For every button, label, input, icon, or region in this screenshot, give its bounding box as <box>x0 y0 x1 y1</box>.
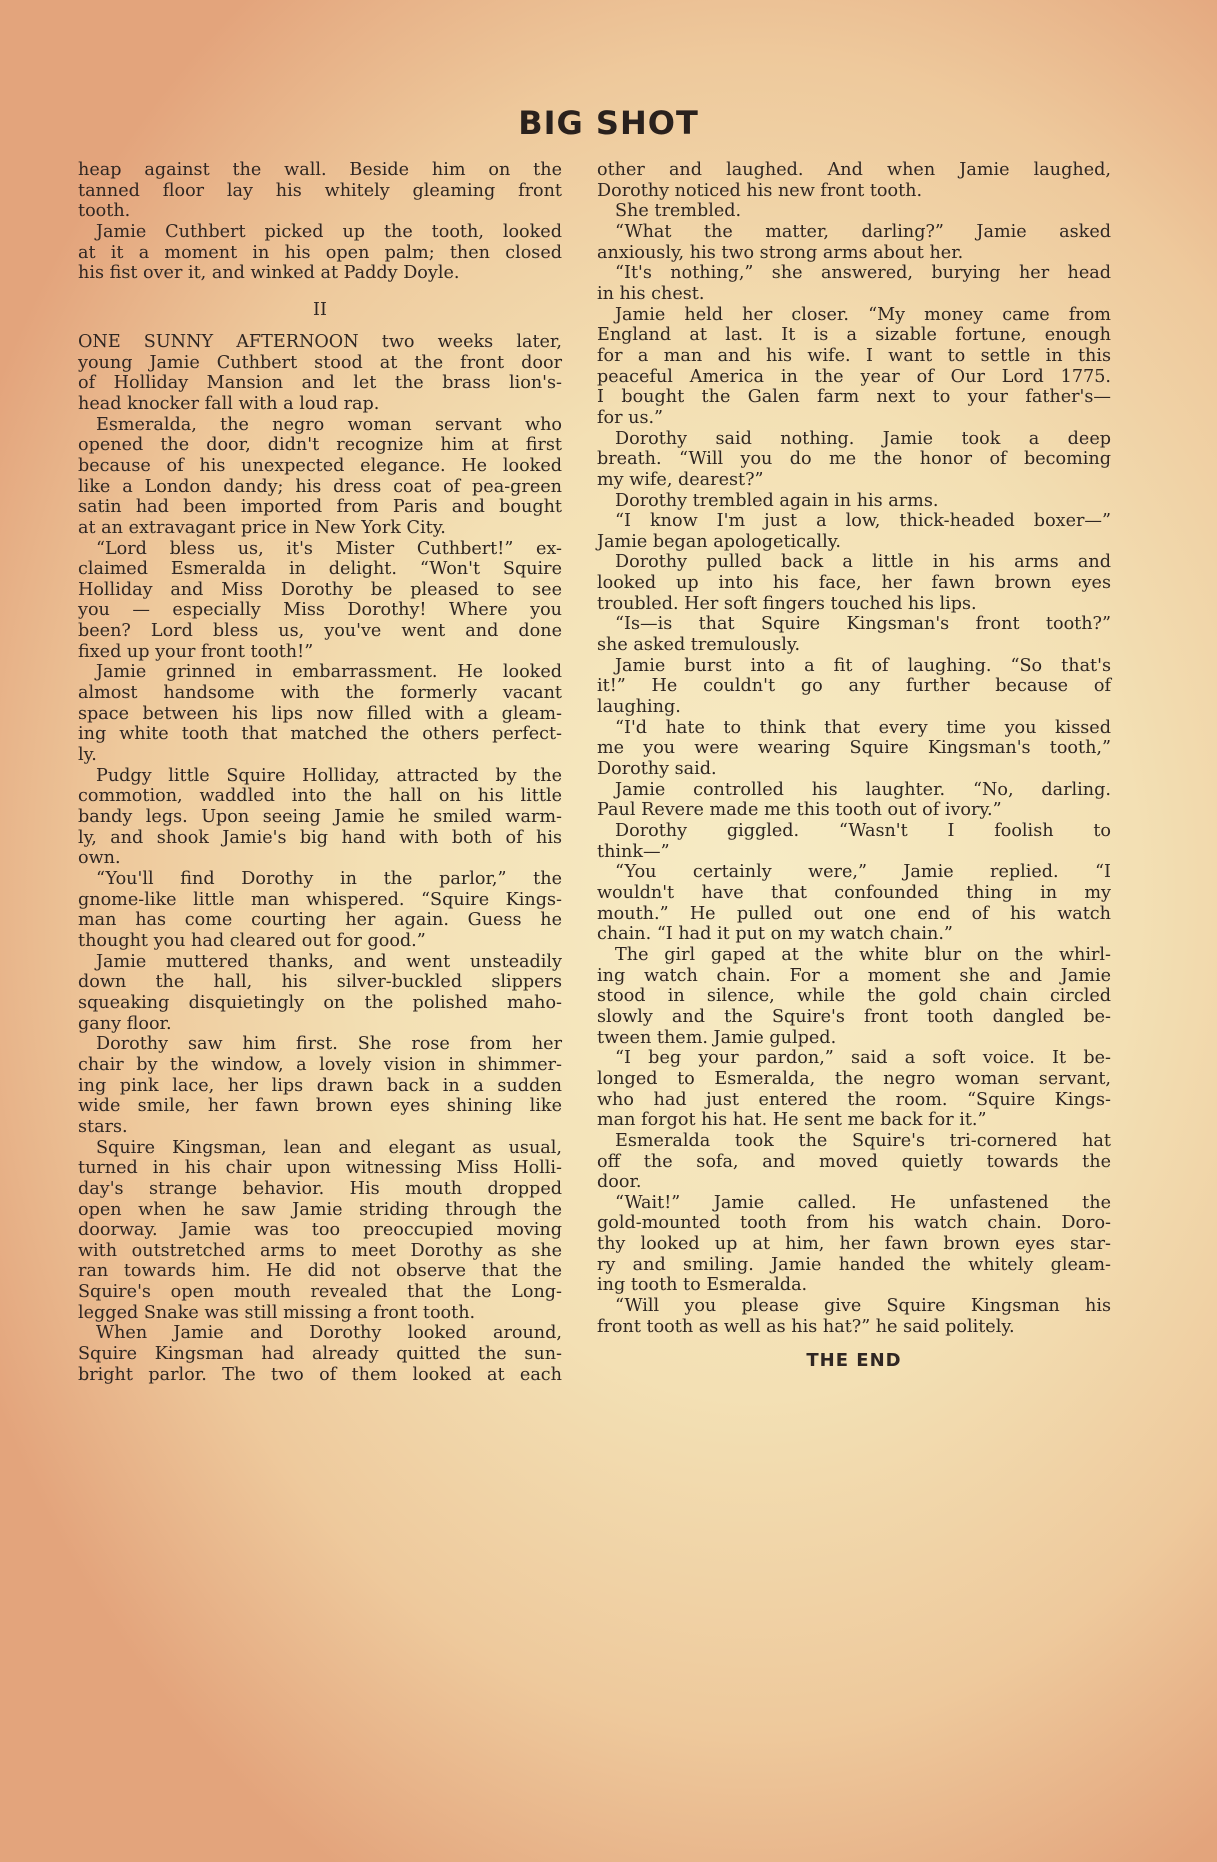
text-line: Esmeralda took the Squire's tri-cornered hat <box>615 1130 1111 1151</box>
text-line: Jamie began apologetically. <box>597 531 841 552</box>
text-line: doorway. Jamie was too preoccupied moving <box>78 1220 562 1241</box>
text-line: ran towards him. He did not observe that the <box>78 1261 562 1282</box>
text-line: for us.” <box>597 407 664 428</box>
text-line: anxiously, his two strong arms about her. <box>597 242 964 263</box>
paragraph <box>597 718 1111 780</box>
text-line: like a London dandy; his dress coat of pea-green <box>78 476 562 497</box>
text-line: Jamie burst into a fit of laughing. “So that's <box>615 655 1111 676</box>
text-line: wide smile, her fawn brown eyes shining like <box>78 1096 562 1117</box>
text-line: who had just entered the room. “Squire Kings- <box>597 1089 1111 1110</box>
text-line: bandy legs. Upon seeing Jamie he smiled warm- <box>78 807 562 828</box>
text-line: Dorothy saw him first. She rose from her <box>96 1034 562 1055</box>
text-line: Jamie Cuthbert picked up the tooth, looked <box>96 221 562 242</box>
paragraph <box>597 429 1111 491</box>
text-line: squeaking disquietingly on the polished maho- <box>78 992 562 1013</box>
text-line: longed to Esmeralda, the negro woman servant, <box>597 1068 1111 1089</box>
text-line: “I know I'm just a low, thick-headed boxer—” <box>615 511 1111 532</box>
text-line: space between his lips now filled with a gleam- <box>78 703 562 724</box>
text-line: Esmeralda, the negro woman servant who <box>96 414 562 435</box>
text-line: day's strange behavior. His mouth dropped <box>78 1178 562 1199</box>
text-line: fixed up your front tooth!” <box>78 641 314 662</box>
text-line: in his chest. <box>597 283 705 304</box>
paragraph <box>78 160 562 222</box>
text-line: Jamie grinned in embarrassment. He looked <box>96 662 562 683</box>
text-line: legged Snake was still missing a front tooth. <box>78 1302 476 1323</box>
text-line: Dorothy trembled again in his arms. <box>615 490 939 511</box>
text-line: “Is—is that Squire Kingsman's front tooth?” <box>615 614 1111 635</box>
text-line: wouldn't have that confounded thing in my <box>597 882 1111 903</box>
paragraph <box>597 614 1111 655</box>
text-line: me you were wearing Squire Kingsman's tooth,” <box>597 738 1111 759</box>
paragraph <box>597 201 1111 222</box>
text-line: man has come courting her again. Guess he <box>78 910 562 931</box>
left-text-column <box>78 160 562 1385</box>
paragraph <box>78 869 562 952</box>
text-line: ONE SUNNY AFTERNOON two weeks later, <box>78 331 562 352</box>
text-line: Dorothy noticed his new front tooth. <box>597 180 923 201</box>
paragraph <box>597 1131 1111 1193</box>
text-line: heap against the wall. Beside him on the <box>78 160 562 180</box>
text-line: my wife, dearest?” <box>597 469 764 490</box>
paragraph <box>597 1296 1111 1337</box>
text-line: open when he saw Jamie striding through the <box>78 1199 562 1220</box>
paragraph <box>597 656 1111 718</box>
text-line: ing tooth to Esmeralda. <box>597 1275 808 1296</box>
right-column-body <box>597 160 1111 1337</box>
text-line: tanned floor lay his whitely gleaming front <box>78 180 562 201</box>
text-line: gnome-like little man whispered. “Squire Kings- <box>78 889 562 910</box>
text-line: bright parlor. The two of them looked at each <box>78 1364 562 1385</box>
text-line: “You'll find Dorothy in the parlor,” the <box>96 869 562 889</box>
text-line: peaceful America in the year of Our Lord 1775. <box>597 366 1111 387</box>
text-line: Dorothy pulled back a little in his arms and <box>615 552 1111 573</box>
paragraph <box>597 222 1111 263</box>
text-line: of Holliday Mansion and let the brass lion's- <box>78 373 562 394</box>
text-line: ing watch chain. For a moment she and Jamie <box>597 965 1111 986</box>
text-line: tween them. Jamie gulped. <box>597 1027 837 1048</box>
text-line: mouth.” He pulled out one end of his watch <box>597 903 1111 924</box>
text-line: Jamie controlled his laughter. “No, darling. <box>615 779 1111 800</box>
paragraph <box>597 862 1111 945</box>
text-line: England at last. It is a sizable fortune, enough <box>597 325 1111 346</box>
paragraph <box>597 1048 1111 1131</box>
text-line: front tooth as well as his hat?” he said politely. <box>597 1316 1015 1337</box>
text-line: laughing. <box>597 697 681 718</box>
paragraph <box>597 945 1111 1048</box>
text-line: gold-mounted tooth from his watch chain. Doro- <box>597 1213 1111 1234</box>
text-line: chain. “I had it put on my watch chain.” <box>597 924 953 945</box>
text-line: man forgot his hat. He sent me back for it.” <box>597 1110 987 1131</box>
text-line: commotion, waddled into the hall on his little <box>78 786 562 807</box>
text-line: you — especially Miss Dorothy! Where you <box>78 600 562 621</box>
text-line: stood in silence, while the gold chain circled <box>597 986 1111 1007</box>
text-line: down the hall, his silver-buckled slippers <box>78 972 562 993</box>
text-line: own. <box>78 848 121 869</box>
text-line: off the sofa, and moved quietly towards the <box>597 1151 1111 1172</box>
text-line: head knocker fall with a loud rap. <box>78 393 380 414</box>
text-line: slowly and the Squire's front tooth dangled be- <box>597 1006 1111 1027</box>
text-line: because of his unexpected elegance. He looked <box>78 455 562 476</box>
text-line: chair by the window, a lovely vision in shimmer- <box>78 1054 562 1075</box>
paragraph <box>597 552 1111 614</box>
text-line: “What the matter, darling?” Jamie asked <box>615 221 1111 242</box>
story-title: BIG SHOT <box>518 104 699 142</box>
paragraph <box>597 780 1111 821</box>
text-line: Squire Kingsman had already quitted the sun- <box>78 1344 562 1365</box>
text-line: looked up into his face, her fawn brown eyes <box>597 573 1111 594</box>
text-line: I bought the Galen farm next to your father's— <box>597 387 1111 408</box>
text-line: at it a moment in his open palm; then closed <box>78 242 562 263</box>
text-line: “It's nothing,” she answered, burying her head <box>615 263 1111 284</box>
text-line: gany floor. <box>78 1013 172 1034</box>
text-line: door. <box>597 1172 642 1193</box>
paragraph <box>597 305 1111 429</box>
text-line: “Will you please give Squire Kingsman his <box>615 1296 1111 1317</box>
paragraph <box>78 1323 562 1385</box>
text-line: ry and smiling. Jamie handed the whitely gleam- <box>597 1254 1111 1275</box>
paragraph <box>78 415 562 539</box>
text-line: Pudgy little Squire Holliday, attracted by the <box>96 765 562 786</box>
the-end-label: THE END <box>806 1350 902 1372</box>
paragraph <box>78 1034 562 1137</box>
text-line: opened the door, didn't recognize him at first <box>78 435 562 456</box>
text-line: for a man and his wife. I want to settle in this <box>597 345 1111 366</box>
text-line: stars. <box>78 1116 128 1137</box>
paragraph <box>597 1193 1111 1296</box>
paragraph <box>78 1138 562 1324</box>
text-line: his fist over it, and winked at Paddy Doyle. <box>78 263 460 284</box>
paragraph <box>78 662 562 765</box>
text-line: Dorothy said nothing. Jamie took a deep <box>615 428 1111 449</box>
paragraph <box>78 222 562 284</box>
text-line: ly, and shook Jamie's big hand with both of his <box>78 827 562 848</box>
text-line: other and laughed. And when Jamie laughed, <box>597 160 1111 180</box>
text-line: breath. “Will you do me the honor of becoming <box>597 449 1111 470</box>
text-line: almost handsome with the formerly vacant <box>78 683 562 704</box>
text-line: Squire Kingsman, lean and elegant as usual, <box>96 1137 562 1158</box>
section-heading: II <box>313 299 327 320</box>
paragraph <box>78 766 562 869</box>
paragraph <box>597 821 1111 862</box>
text-line: at an extravagant price in New York City. <box>78 517 446 538</box>
text-line: Paul Revere made me this tooth out of ivory.” <box>597 800 1002 821</box>
text-line: young Jamie Cuthbert stood at the front door <box>78 352 562 373</box>
text-line: tooth. <box>78 201 131 222</box>
text-line: turned in his chair upon witnessing Miss Holli- <box>78 1158 562 1179</box>
paragraph <box>597 160 1111 201</box>
text-line: Squire's open mouth revealed that the Long- <box>78 1282 562 1303</box>
paragraph <box>78 332 562 415</box>
text-line: “Wait!” Jamie called. He unfastened the <box>615 1192 1111 1213</box>
text-line: ing pink lace, her lips drawn back in a sudden <box>78 1075 562 1096</box>
text-line: Jamie muttered thanks, and went unsteadily <box>96 951 562 972</box>
text-line: satin had been imported from Paris and bought <box>78 497 562 518</box>
text-line: thy looked up at him, her fawn brown eyes star- <box>597 1234 1111 1255</box>
text-line: thought you had cleared out for good.” <box>78 930 426 951</box>
text-line: been? Lord bless us, you've went and done <box>78 621 562 642</box>
paragraph <box>597 491 1111 512</box>
text-line: claimed Esmeralda in delight. “Won't Squire <box>78 559 562 580</box>
text-line: Jamie held her closer. “My money came from <box>615 304 1111 325</box>
paragraph <box>78 539 562 663</box>
text-line: “I beg your pardon,” said a soft voice. It be- <box>615 1048 1111 1069</box>
text-line: She trembled. <box>615 201 742 222</box>
text-line: “You certainly were,” Jamie replied. “I <box>615 862 1111 883</box>
paragraph <box>597 511 1111 552</box>
text-line: The girl gaped at the white blur on the whirl- <box>615 944 1111 965</box>
right-text-column <box>597 160 1111 1372</box>
text-line: “I'd hate to think that every time you kissed <box>615 717 1111 738</box>
text-line: When Jamie and Dorothy looked around, <box>96 1323 562 1344</box>
text-line: “Lord bless us, it's Mister Cuthbert!” ex- <box>96 538 562 559</box>
text-line: think—” <box>597 841 670 862</box>
text-line: Dorothy giggled. “Wasn't I foolish to <box>615 821 1111 841</box>
text-line: ly. <box>78 745 97 766</box>
text-line: she asked tremulously. <box>597 635 801 656</box>
text-line: ing white tooth that matched the others perfect- <box>78 724 562 745</box>
paragraph <box>78 952 562 1035</box>
text-line: it!” He couldn't go any further because of <box>597 676 1111 697</box>
paragraph <box>597 263 1111 304</box>
text-line: Holliday and Miss Dorothy be pleased to see <box>78 579 562 600</box>
text-line: troubled. Her soft fingers touched his lips. <box>597 593 977 614</box>
text-line: with outstretched arms to meet Dorothy as she <box>78 1240 562 1261</box>
text-line: Dorothy said. <box>597 759 717 780</box>
